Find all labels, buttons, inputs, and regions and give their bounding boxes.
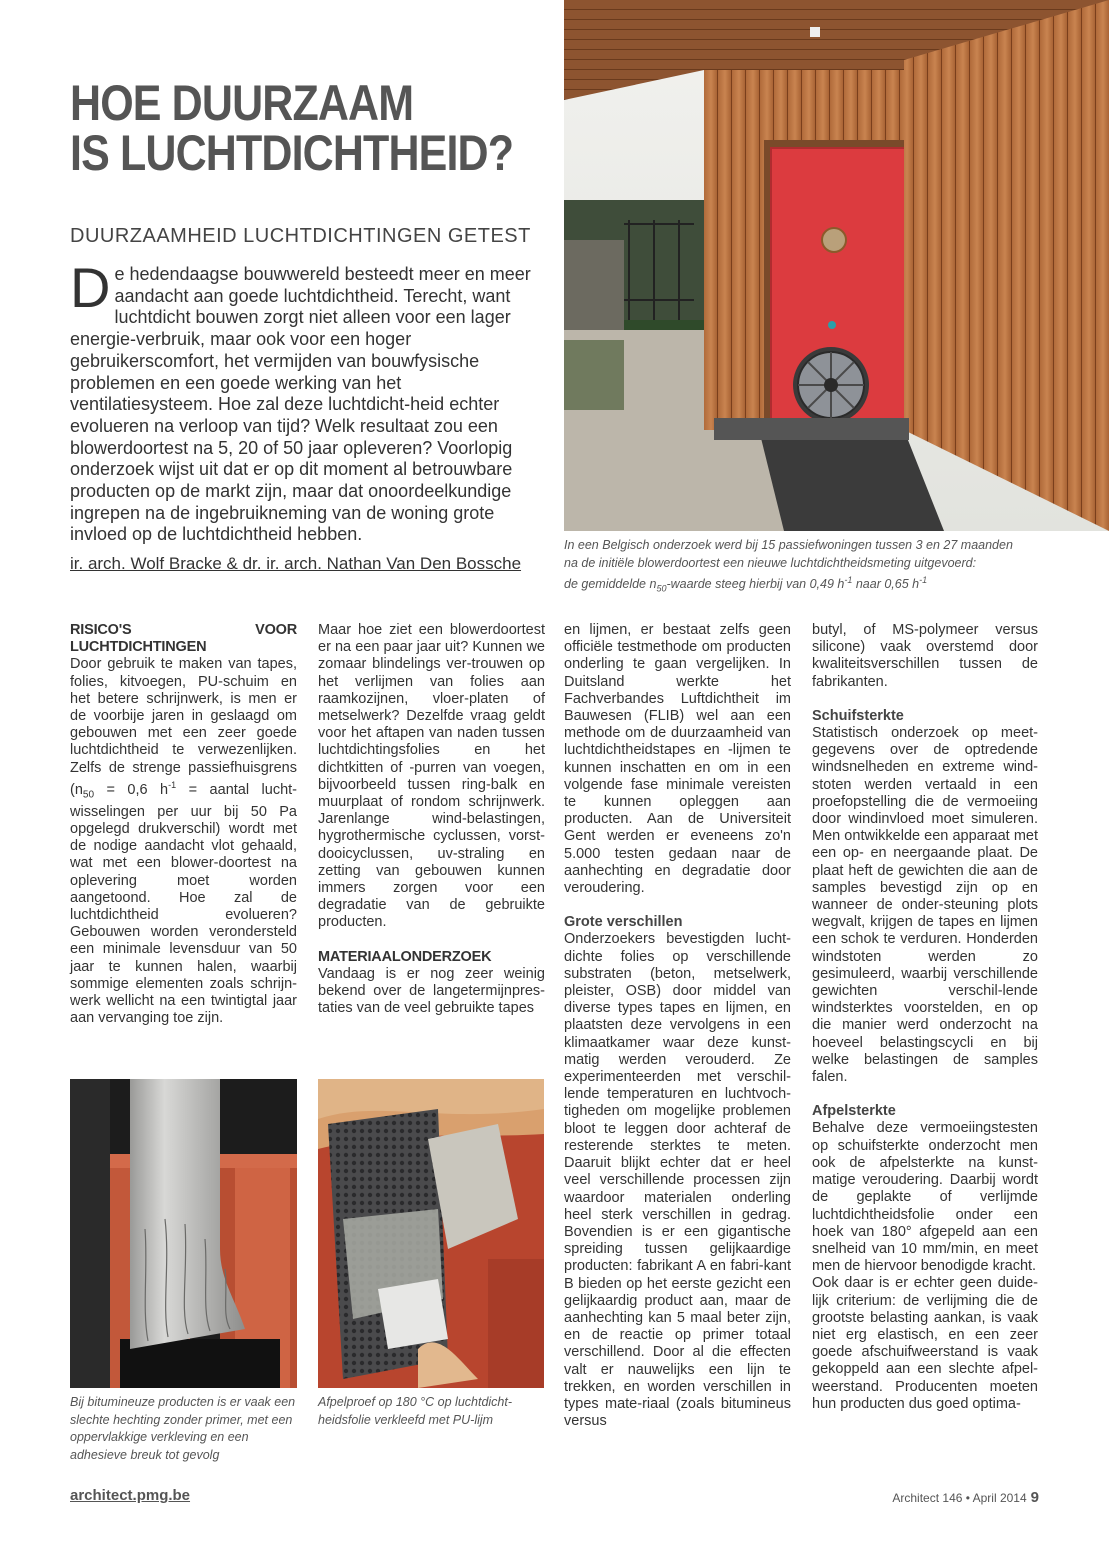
peel-test-caption: Afpelproef op 180 °C op luchtdicht-heidsfolie verkleefd met PU-lijm [318, 1395, 513, 1427]
body-paragraph: butyl, of MS-polymeer versus silicone) vaak overstemd door kwaliteitsverschillen tussen de fabrikanten. [812, 622, 1038, 690]
body-text: Door gebruik te maken van tapes, folies, kitvoegen, PU-schuim en het betere schrijnwerk, is men er de voorbije jaren in geslaagd om gebouwen met een zeer goede luchtdichtheid te verwezenlijken. Zelfs de strenge passiefhuisgrens (n [70, 656, 297, 798]
bitumen-tape-photo [70, 1079, 297, 1388]
column-3 [564, 622, 791, 1430]
photo-caption-line-1: In een Belgisch onderzoek werd bij 15 passiefwoningen tussen 3 en 27 maanden [564, 538, 1013, 552]
body-paragraph: Maar hoe ziet een blowerdoortest er na een paar jaar uit? Kunnen we zomaar blindelings ver-trouwen op het verlijmen van folies aan raamkozijnen, vloer-platen of metselwerk? Dezelfde vraag geldt voor het aftapen van naden tussen luchtdichtingsfolies en het dichtkitten of -purren van voegen, bijvoorbeeld tussen ring-balk en muurplaat of rondom schrijnwerk. Jarenlange wind-belastingen, hygrothermische cyclussen, vorst-dooicyclussen, uv-straling en zetting van gebouwen kunnen immers zorgen voor een degradatie van de gebruikte producten. [318, 622, 545, 931]
body-paragraph: Ook daar is er echter geen duide-lijk criterium: de verlijming die de grootste belasting aankan, is vaak niet erg elastisch, en een zeer goede afschuifweerstand is vaak gekoppeld aan een slechte afpel-weerstand. Producenten moeten hun producten dus goed optima- [812, 1275, 1038, 1412]
body-text: = 0,6 h [94, 781, 169, 798]
caption-subscript: 50 [656, 583, 667, 594]
column-2 [318, 622, 545, 1017]
body-paragraph: Vandaag is er nog zeer weinig bekend over de langetermijnpres-taties van de veel gebruikte tapes [318, 965, 545, 1017]
photo-caption-line-3 [564, 572, 1044, 598]
footer-issue [892, 1489, 1039, 1506]
intro-text: e hedendaagse bouwwereld besteedt meer en meer aandacht aan goede luchtdichtheid. Terecht, want luchtdicht bouwen zorgt niet alleen voor een lager energie-verbruik, maar ook voor een hoger gebruikerscomfort, het vermijden van bouwfysische problemen en een goede werking van het ventilatiesysteem. Hoe zal deze luchtdicht-heid echter evolueren na verloop van tijd? Welk resultaat zou een blowerdoortest na 5, 20 of 50 jaar opleveren? Voorlopig onderzoek wijst uit dat er op dit moment al betrouwbare producten op de markt zijn, maar dat onoordeelkundige ingrepen na de ingebruikneming van de woning grote invloed op de luchtdichtheid hebben. [70, 264, 531, 545]
bitumen-photo-caption: Bij bitumineuze producten is er vaak een slechte hechting zonder primer, met een oppervlakkige verkleving en een adhesieve breuk tot gevolg [70, 1395, 296, 1462]
peel-test-photo [318, 1079, 544, 1388]
photo-caption-line-2: na de initiële blowerdoortest een nieuwe luchtdichtheidsmeting uitgevoerd: [564, 555, 977, 570]
photo-caption [564, 537, 1044, 598]
intro-paragraph [70, 256, 538, 546]
subheading-shear-strength: Schuifsterkte [812, 707, 904, 724]
body-paragraph [70, 656, 297, 1027]
subheading-big-differences: Grote verschillen [564, 914, 683, 931]
subtitle: DUURZAAMHEID LUCHTDICHTINGEN GETEST [70, 225, 531, 247]
subheading-peel-strength: Afpelsterkte [812, 1103, 896, 1120]
issue-label: Architect 146 • April 2014 [892, 1491, 1027, 1505]
section-heading-risks: RISICO'S VOOR LUCHTDICHTINGEN [70, 622, 297, 656]
title-line-2: IS LUCHTDICHTHEID? [70, 125, 514, 181]
body-paragraph: Behalve deze vermoeiingstesten op schuifsterkte onderzocht men ook de afpelsterkte na kunst-matige veroudering. Daarbij wordt de geplakte of verlijmde luchtdichtheidsfolie onder een hoek van 180° afgepeld aan een snelheid van 10 mm/min, en meet men de hiervoor benodigde kracht. [812, 1120, 1038, 1275]
caption-text: de gemiddelde n [564, 577, 657, 592]
subscript: 50 [82, 789, 95, 801]
superscript: -1 [168, 779, 177, 790]
body-text: = aantal lucht-wisselingen per uur bij 50 Pa opgelegd drukverschil) wordt met de nodige aandacht vlot gehaald, wat met een blower-doortest na oplevering moet worden aangetoond. Hoe zal de luchtdichtheid evolueren? Gebouwen worden verondersteld een minimale levensduur van 50 jaar te kunnen halen, waarbij sommige elementen zoals schrijn-werk wellicht na een twintigtal jaar aan vervanging toe zijn. [70, 781, 297, 1027]
column-1 [70, 622, 297, 1027]
body-paragraph: Onderzoekers bevestigden lucht-dichte folies op verschillende substraten (beton, metselwerk, pleister, OSB) door middel van diverse types tapes en lijmen, en plaatsten deze vervolgens in een klimaatkamer waar deze kunst-matig werden verouderd. Ze experimenteerden met verschil-lende temperaturen en luchtvoch-tigheden om mogelijke problemen bloot te leggen door achteraf de resterende sterktes te meten. Daaruit blijkt echter dat er heel veel verschillende processen zijn waardoor materialen onderling heel sterk verschillen in gedrag. Bovendien is er een gigantische spreiding tussen gelijkaardige producten: fabrikant A en fabri-kant B bieden op het eerste gezicht een gelijkaardig product aan, maar de aanhechting kan 5 maal beter zijn, en de reactie op primer totaal verschillend. Door al die effecten valt er nauwelijks een lijn te trekken, en worden verschillen in types mate-riaal (zoals bitumineus versus [564, 931, 791, 1430]
body-paragraph: Statistisch onderzoek op meet-gegevens over de optredende windsnelheden en extreme wind-stoten werden vertaald in een proefopstelling die de vermoeiing door windinvloed moet simuleren. Men ontwikkelde een apparaat met een op- en neergaande plaat. De plaat heft de gewichten die aan de samples bevestigd zijn op en wanneer de onder-steuning plots wegvalt, krijgen de tapes en lijmen een schok te verduren. Honderden windstoten werden zo gesimuleerd, waarbij verschillende gewichten verschil-lende windsterktes voorstelden, en op die manier werd onderzocht na hoeveel belastingscycli en bij welke belastingen de samples falen. [812, 725, 1038, 1086]
body-paragraph: en lijmen, er bestaat zelfs geen officiële testmethode om producten onderling te gaan vergelijken. In Duitsland werkte het Fachverbandes Luftdichtheit im Bauwesen (FLIB) wel aan een methode om de duurzaamheid van luchtdichtheidstapes en -lijmen te kunnen inschatten en om in een volgende fase minimale vereisten te kunnen opleggen aan producten. Aan de Universiteit Gent werden er eveneens zo'n 5.000 testen gedaan naar de aanhechting en degradatie door veroudering. [564, 622, 791, 897]
page-number: 9 [1030, 1489, 1039, 1506]
title-line-1: HOE DUURZAAM [70, 75, 414, 131]
footer-site-link[interactable]: architect.pmg.be [70, 1487, 191, 1504]
section-heading-material-research: MATERIAALONDERZOEK [318, 948, 492, 965]
caption-superscript: -1 [844, 575, 853, 585]
drop-cap: D [70, 256, 111, 319]
caption-superscript: -1 [919, 575, 928, 585]
column-4 [812, 622, 1038, 1413]
authors-byline: ir. arch. Wolf Bracke & dr. ir. arch. Nathan Van Den Bossche [70, 554, 522, 573]
caption-text: naar 0,65 h [852, 577, 920, 592]
blowerdoor-photo [564, 0, 1109, 531]
page-title [70, 75, 514, 181]
caption-text: -waarde steeg hierbij van 0,49 h [666, 577, 845, 592]
